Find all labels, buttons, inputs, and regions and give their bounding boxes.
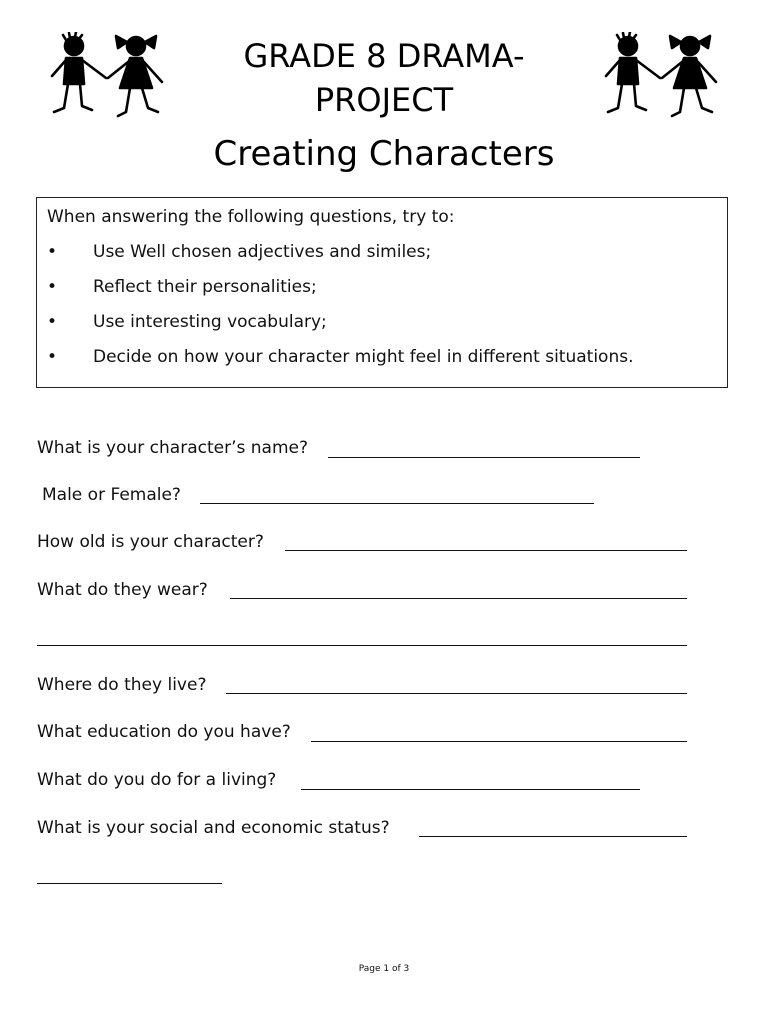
answer-line-gender[interactable] bbox=[200, 503, 594, 504]
question-character-name: What is your character’s name? bbox=[37, 438, 308, 458]
answer-line-clothing[interactable] bbox=[230, 598, 687, 599]
question-clothing: What do they wear? bbox=[37, 580, 208, 600]
question-social-status: What is your social and economic status? bbox=[37, 818, 390, 838]
answer-line-clothing-extra[interactable] bbox=[37, 645, 687, 646]
answer-line-occupation[interactable] bbox=[301, 789, 640, 790]
question-gender: Male or Female? bbox=[42, 485, 181, 505]
question-occupation: What do you do for a living? bbox=[37, 770, 277, 790]
bullet-icon: • bbox=[47, 312, 58, 332]
instructions-box bbox=[36, 197, 728, 388]
page-title-continued: PROJECT bbox=[314, 81, 454, 119]
instruction-text: Decide on how your character might feel in different situations. bbox=[93, 347, 634, 367]
question-age: How old is your character? bbox=[37, 532, 264, 552]
page-number: Page 1 of 3 bbox=[358, 964, 410, 974]
answer-line-education[interactable] bbox=[311, 741, 687, 742]
instruction-text: Reflect their personalities; bbox=[93, 277, 317, 297]
answer-line-social-status[interactable] bbox=[419, 836, 687, 837]
page-subtitle: Creating Characters bbox=[213, 134, 555, 174]
instruction-text: Use Well chosen adjectives and similes; bbox=[93, 242, 432, 262]
question-education: What education do you have? bbox=[37, 722, 291, 742]
instructions-intro: When answering the following questions, try to: bbox=[47, 207, 455, 227]
answer-line-age[interactable] bbox=[285, 550, 687, 551]
instruction-text: Use interesting vocabulary; bbox=[93, 312, 327, 332]
answer-line-social-status-extra[interactable] bbox=[37, 883, 222, 884]
bullet-icon: • bbox=[47, 347, 58, 367]
answer-line-name[interactable] bbox=[328, 457, 640, 458]
question-residence: Where do they live? bbox=[37, 675, 207, 695]
bullet-icon: • bbox=[47, 277, 58, 297]
answer-line-residence[interactable] bbox=[226, 693, 687, 694]
bullet-icon: • bbox=[47, 242, 58, 262]
page-title: GRADE 8 DRAMA- bbox=[243, 37, 525, 75]
